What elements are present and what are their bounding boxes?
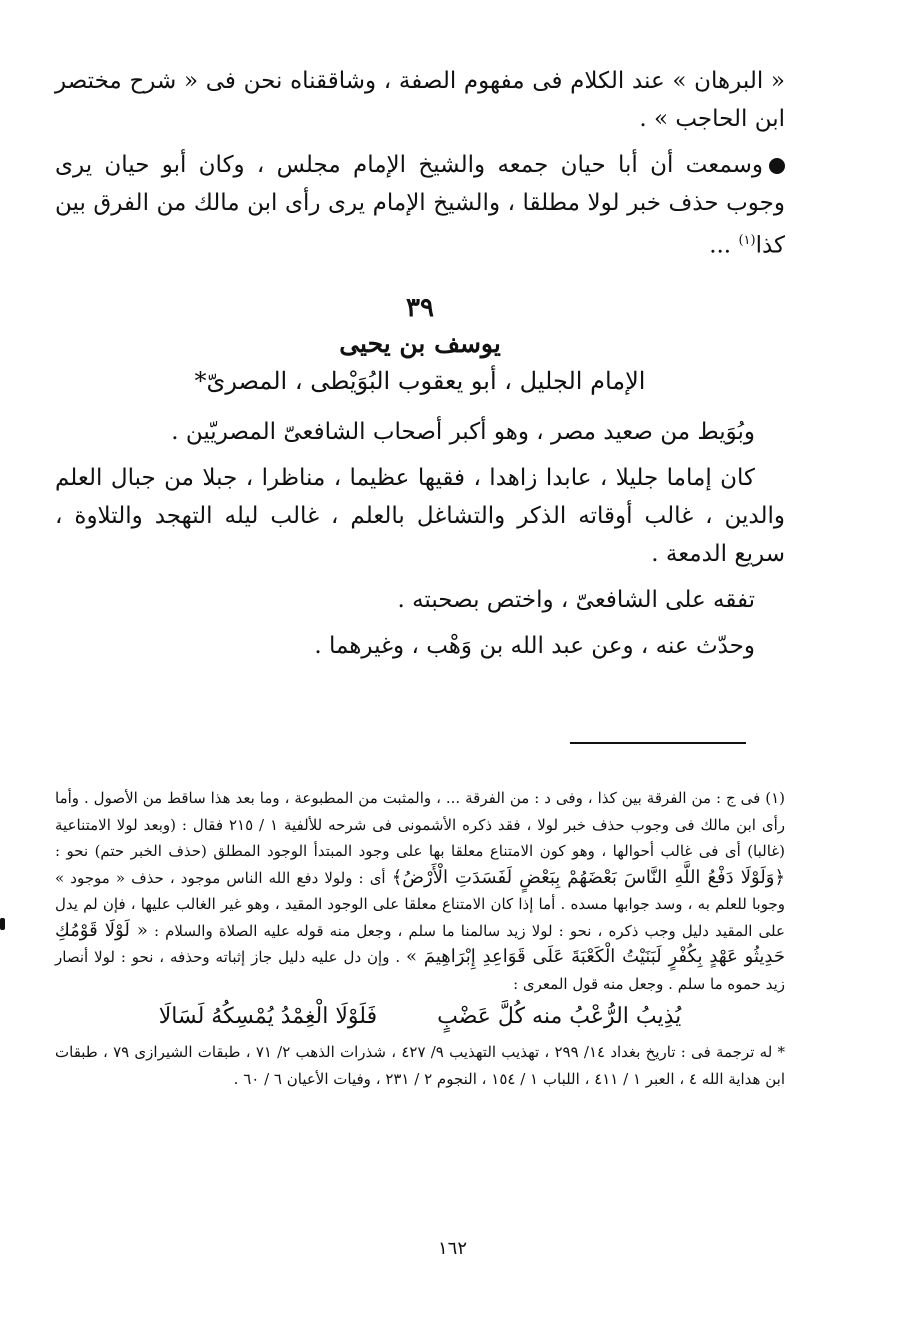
hadith-quote: « لَوْلَا قَوْمُكِ حَدِيثُو عَهْدٍ بِكُفْرٍ لَبَنَيْتُ الْكَعْبَةَ عَلَى قَوَاعِدِ إِبْرَاهِيمَ » [55, 919, 785, 967]
main-text [55, 62, 785, 673]
entry-title: الإمام الجليل ، أبو يعقوب البُوَيْطى ، المصرىّ* [194, 366, 646, 395]
footnotes [55, 785, 785, 1092]
quran-quote: ﴿وَلَوْلَا دَفْعُ اللَّهِ النَّاسَ بَعْضَهُمْ بِبَعْضٍ لَفَسَدَتِ الْأَرْضُ﴾ [391, 866, 785, 888]
entry-paragraph: كان إماما جليلا ، عابدا زاهدا ، فقيها عظيما ، مناظرا ، جبلا من جبال العلم والدين ، غالب أوقاته الذكر والتشاغل بالعلم ، غالب ليله التهجد والتلاوة ، سريع الدمعة . [55, 464, 785, 567]
entry-paragraph: وبُوَيط من صعيد مصر ، وهو أكبر أصحاب الشافعىّ المصريّين . [171, 418, 755, 445]
footnote-1-text-end: . وإن دل عليه دليل جاز إثباته وحذفه ، نحو : لولا أنصار زيد حموه ما سلم . وجعل منه قول المعرى : [55, 948, 785, 993]
entry-paragraph: وحدّث عنه ، وعن عبد الله بن وَهْب ، وغيرهما . [314, 632, 755, 659]
footnote-1-text: (١) فى ج : من الفرقة بين كذا ، وفى د : من الفرقة ... ، والمثبت من المطبوعة ، وما بعد هذا ساقط من الأصول . وأما رأى ابن مالك فى وجوب حذف خبر لولا ، فقد ذكره الأشمونى فى شرحه للألفية ١ / ٢١٥ فقال : (وبعد لولا الامتناعية (غالبا) أى فى غالب أحوالها ، وهو كون الامتناع معلقا بها على وجود المبتدأ الوجود المطلق (حذف الخبر حتم) نحو : [55, 789, 785, 860]
intro-paragraph: « البرهان » عند الكلام فى مفهوم الصفة ، وشاققناه نحن فى « شرح مختصر ابن الحاجب » . [55, 68, 785, 132]
page-number: ١٦٢ [437, 1238, 467, 1259]
footnote-divider [570, 742, 746, 744]
scan-edge-mark [0, 918, 5, 930]
entry-number: ٣٩ [406, 292, 434, 323]
anecdote-ellipsis: ... [709, 232, 739, 259]
verse-first-hemistich: يُذِيبُ الرُّعْبُ منه كُلَّ عَضْبٍ [437, 1004, 682, 1029]
intro-paragraph-anecdote [55, 146, 785, 265]
footnote-1-text-cont: أى : ولولا دفع الله الناس موجود ، حذف « موجود » وجوبا للعلم به ، وسد جوابها مسده . أما إذا كان الامتناع معلقا على الوجود المقيد ، وهو غير الغالب عليها ، فإن لم يدل على المقيد دليل وجب ذكره ، نحو : لولا زيد سالمنا ما سلم ، وجعل منه قوله عليه الصلاة والسلام : [55, 868, 785, 940]
footnote-ref[interactable]: (١) [738, 233, 756, 248]
entry-paragraph: تفقه على الشافعىّ ، واختص بصحبته . [397, 586, 755, 613]
verse-second-hemistich: فَلَوْلَا الْغِمْدُ يُمْسِكُهُ لَسَالَا [158, 1004, 378, 1029]
poetry-verse [55, 999, 785, 1035]
anecdote-text: وسمعت أن أبا حيان جمعه والشيخ الإمام مجلس ، وكان أبو حيان يرى وجوب حذف خبر لولا مطلقا ، والشيخ الإمام يرى رأى ابن مالك من الفرق بين كذا [55, 152, 785, 259]
entry-name: يوسف بن يحيى [339, 328, 501, 358]
bullet-icon [769, 158, 785, 174]
biography-sources: * له ترجمة فى : تاريخ بغداد ١٤/ ٢٩٩ ، تهذيب التهذيب ٩/ ٤٢٧ ، شذرات الذهب ٢/ ٧١ ، طبقات الشيرازى ٧٩ ، طبقات ابن هداية الله ٤ ، العبر ١ / ٤١١ ، اللباب ١ / ١٥٤ ، النجوم ٢ / ٢٣١ ، وفيات الأعيان ٦ / ٦٠ . [55, 1043, 785, 1088]
footnote-1 [55, 785, 785, 997]
